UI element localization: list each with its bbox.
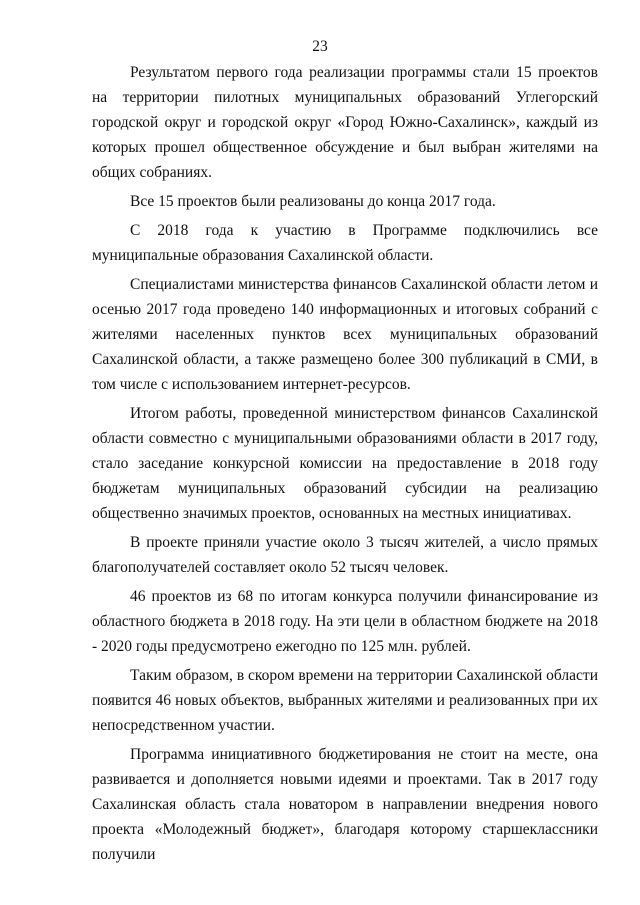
paragraph-2: Все 15 проектов были реализованы до конца 2017 года. bbox=[130, 193, 496, 210]
page-number: 23 bbox=[312, 38, 328, 55]
paragraph-7: 46 проектов из 68 по итогам конкурса получили финансирование из областного бюджета в 2018 году. На эти цели в областном бюджете на 2018 - 2020 годы предусмотрено ежегодно по 125 млн. рублей. bbox=[92, 588, 598, 655]
paragraph-4: Специалистами министерства финансов Сахалинской области летом и осенью 2017 года проведено 140 информационных и итоговых собраний с жителями населенных пунктов всех муниципальных образований Сахалинской области, а также размещено более 300 публикаций в СМИ, в том числе с использованием интернет-ресурсов. bbox=[92, 276, 598, 393]
paragraph-5: Итогом работы, проведенной министерством финансов Сахалинской области совместно с муниципальными образованиями области в 2017 году, стало заседание конкурсной комиссии на предоставление в 2018 году бюджетам муниципальных образований субсидии на реализацию общественно значимых проектов, основанных на местных инициативах. bbox=[92, 405, 598, 522]
body-text bbox=[92, 60, 598, 867]
paragraph-8: Таким образом, в скором времени на территории Сахалинской области появится 46 новых объектов, выбранных жителями и реализованных при их непосредственном участии. bbox=[92, 667, 598, 734]
paragraph-3: С 2018 года к участию в Программе подключились все муниципальные образования Сахалинской области. bbox=[92, 222, 598, 264]
paragraph-6: В проекте приняли участие около 3 тысяч жителей, а число прямых благополучателей составляет около 52 тысяч человек. bbox=[92, 534, 598, 576]
paragraph-1: Результатом первого года реализации программы стали 15 проектов на территории пилотных муниципальных образований Углегорский городской округ и городской округ «Город Южно-Сахалинск», каждый из которых прошел общественное обсуждение и был выбран жителями на общих собраниях. bbox=[92, 64, 598, 181]
paragraph-9: Программа инициативного бюджетирования не стоит на месте, она развивается и дополняется новыми идеями и проектами. Так в 2017 году Сахалинская область стала новатором в направлении внедрения нового проекта «Молодежный бюджет», благодаря которому старшеклассники получили bbox=[92, 746, 598, 863]
